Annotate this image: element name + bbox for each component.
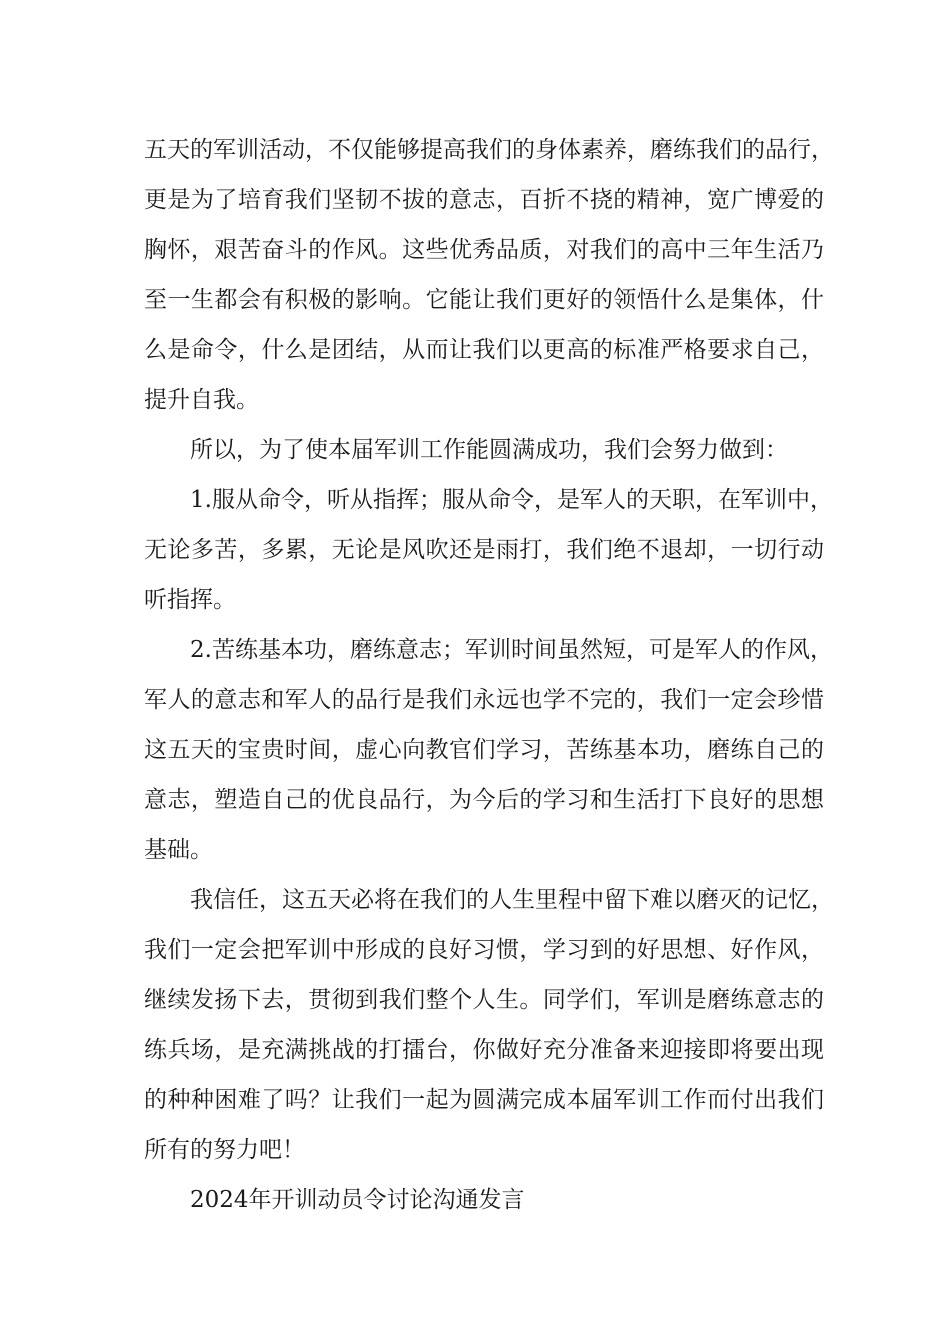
text-line: 基础。 (144, 837, 213, 863)
text-line: 更是为了培育我们坚韧不拔的意志，百折不挠的精神，宽广博爱的 (144, 187, 824, 213)
text-line: 提升自我。 (144, 387, 259, 413)
section-heading: 2024年开训动员令讨论沟通发言 (190, 1187, 525, 1213)
text-line: 这五天的宝贵时间，虚心向教官们学习，苦练基本功，磨练自己的 (144, 737, 824, 763)
text-line: 至一生都会有积极的影响。它能让我们更好的领悟什么是集体，什 (144, 287, 824, 313)
list-item-line: 1.服从命令，听从指挥；服从命令，是军人的天职，在军训中， (190, 487, 833, 513)
text-line: 无论多苦，多累，无论是风吹还是雨打，我们绝不退却，一切行动 (144, 537, 824, 563)
text-line: 继续发扬下去，贯彻到我们整个人生。同学们，军训是磨练意志的 (144, 987, 824, 1013)
text-line: 所以，为了使本届军训工作能圆满成功，我们会努力做到： (190, 437, 788, 463)
text-line: 五天的军训活动，不仅能够提高我们的身体素养，磨练我们的品行， (144, 137, 834, 163)
text-line: 听指挥。 (144, 587, 236, 613)
text-line: 的种种困难了吗？让我们一起为圆满完成本届军训工作而付出我们 (144, 1087, 824, 1113)
text-line: 所有的努力吧！ (144, 1137, 305, 1163)
text-line: 我信任，这五天必将在我们的人生里程中留下难以磨灭的记忆， (190, 887, 834, 913)
text-line: 练兵场，是充满挑战的打擂台，你做好充分准备来迎接即将要出现 (144, 1037, 824, 1063)
text-line: 么是命令，什么是团结，从而让我们以更高的标准严格要求自己， (144, 337, 824, 363)
text-line: 胸怀，艰苦奋斗的作风。这些优秀品质，对我们的高中三年生活乃 (144, 237, 824, 263)
list-item-line: 2.苦练基本功，磨练意志；军训时间虽然短，可是军人的作风， (190, 637, 833, 663)
text-line: 我们一定会把军训中形成的良好习惯，学习到的好思想、好作风， (144, 937, 824, 963)
text-line: 意志，塑造自己的优良品行，为今后的学习和生活打下良好的思想 (144, 787, 824, 813)
text-line: 军人的意志和军人的品行是我们永远也学不完的，我们一定会珍惜 (144, 687, 824, 713)
